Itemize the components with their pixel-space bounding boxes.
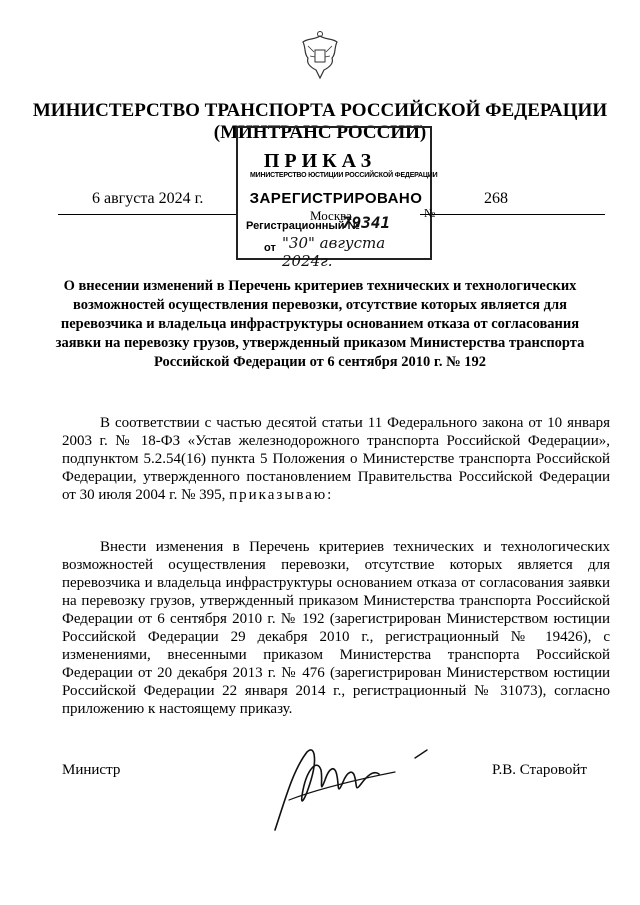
stamp-reg-label: Регистрационный № <box>246 220 360 232</box>
state-emblem-icon <box>298 30 342 82</box>
stamp-reg-number: 79341 <box>342 213 391 232</box>
stamp-reg-date: "30" августа 2024г. <box>282 234 386 270</box>
signer-title: Министр <box>62 762 121 778</box>
number-underline <box>420 214 605 215</box>
stamp-registered: ЗАРЕГИСТРИРОВАНО <box>249 190 423 207</box>
ministry-abbreviation: (МИНТРАНС РОССИИ) <box>213 122 427 143</box>
paragraph-resolution: Внести изменения в Перечень критериев технических и технологических возможностей осуществления перевозки, отсутствие которых является для перевозчика и владельца инфраструктуры основанием отказа от согласования заявки на перевозку грузов, утвержденный приказом Министерства транспорта Российской Федерации от 6 сентября 2010 г. № 192 (зарегистрирован Министерством юстиции Российской Федерации 29 декабря 2010 г., регистрационный № 19426), с изменениями, внесенными приказом Министерства транспорта Российской Федерации от 20 декабря 2013 г. № 476 (зарегистрирован Министерством юстиции Российской Федерации 22 января 2014 г., регистрационный № 31073), согласно приложению к настоящему приказу. <box>62 539 610 717</box>
order-number: 268 <box>484 190 508 207</box>
ministry-name: МИНИСТЕРСТВО ТРАНСПОРТА РОССИЙСКОЙ ФЕДЕРАЦИИ <box>32 100 608 121</box>
order-date: 6 августа 2024 г. <box>92 190 204 207</box>
stamp-city: Москва <box>310 208 352 223</box>
order-word: приказываю: <box>229 487 334 503</box>
document-type: ПРИКАЗ <box>263 150 377 172</box>
signer-name: Р.В. Старовойт <box>492 762 587 778</box>
stamp-department: МИНИСТЕРСТВО ЮСТИЦИИ РОССИЙСКОЙ ФЕДЕРАЦИИ <box>250 172 438 179</box>
stamp-number-sign: № <box>424 206 436 220</box>
stamp-from-label: от <box>264 242 276 254</box>
paragraph-basis-text: В соответствии с частью десятой статьи 11 Федерального закона от 10 января 2003 г. № 18-ФЗ «Устав железнодорожного транспорта Российской Федерации», подпунктом 5.2.54(16) пункта 5 Положения о Министерстве транспорта Российской Федерации, утвержденного постановлением Правительства Российской Федерации от 30 июля 2004 г. № 395, <box>62 415 610 503</box>
date-underline <box>58 214 238 215</box>
registration-stamp <box>236 126 438 270</box>
order-subject: О внесении изменений в Перечень критериев технических и технологических возможностей осуществления перевозки, отсутствие которых является для перевозчика и владельца инфраструктуры основанием отказа от согласования заявки на перевозку грузов, утвержденный приказом Министерства транспорта Российской Федерации от 6 сентября 2010 г. № 192 <box>55 278 585 370</box>
handwritten-signature-icon <box>255 730 445 840</box>
paragraph-basis <box>62 414 610 504</box>
